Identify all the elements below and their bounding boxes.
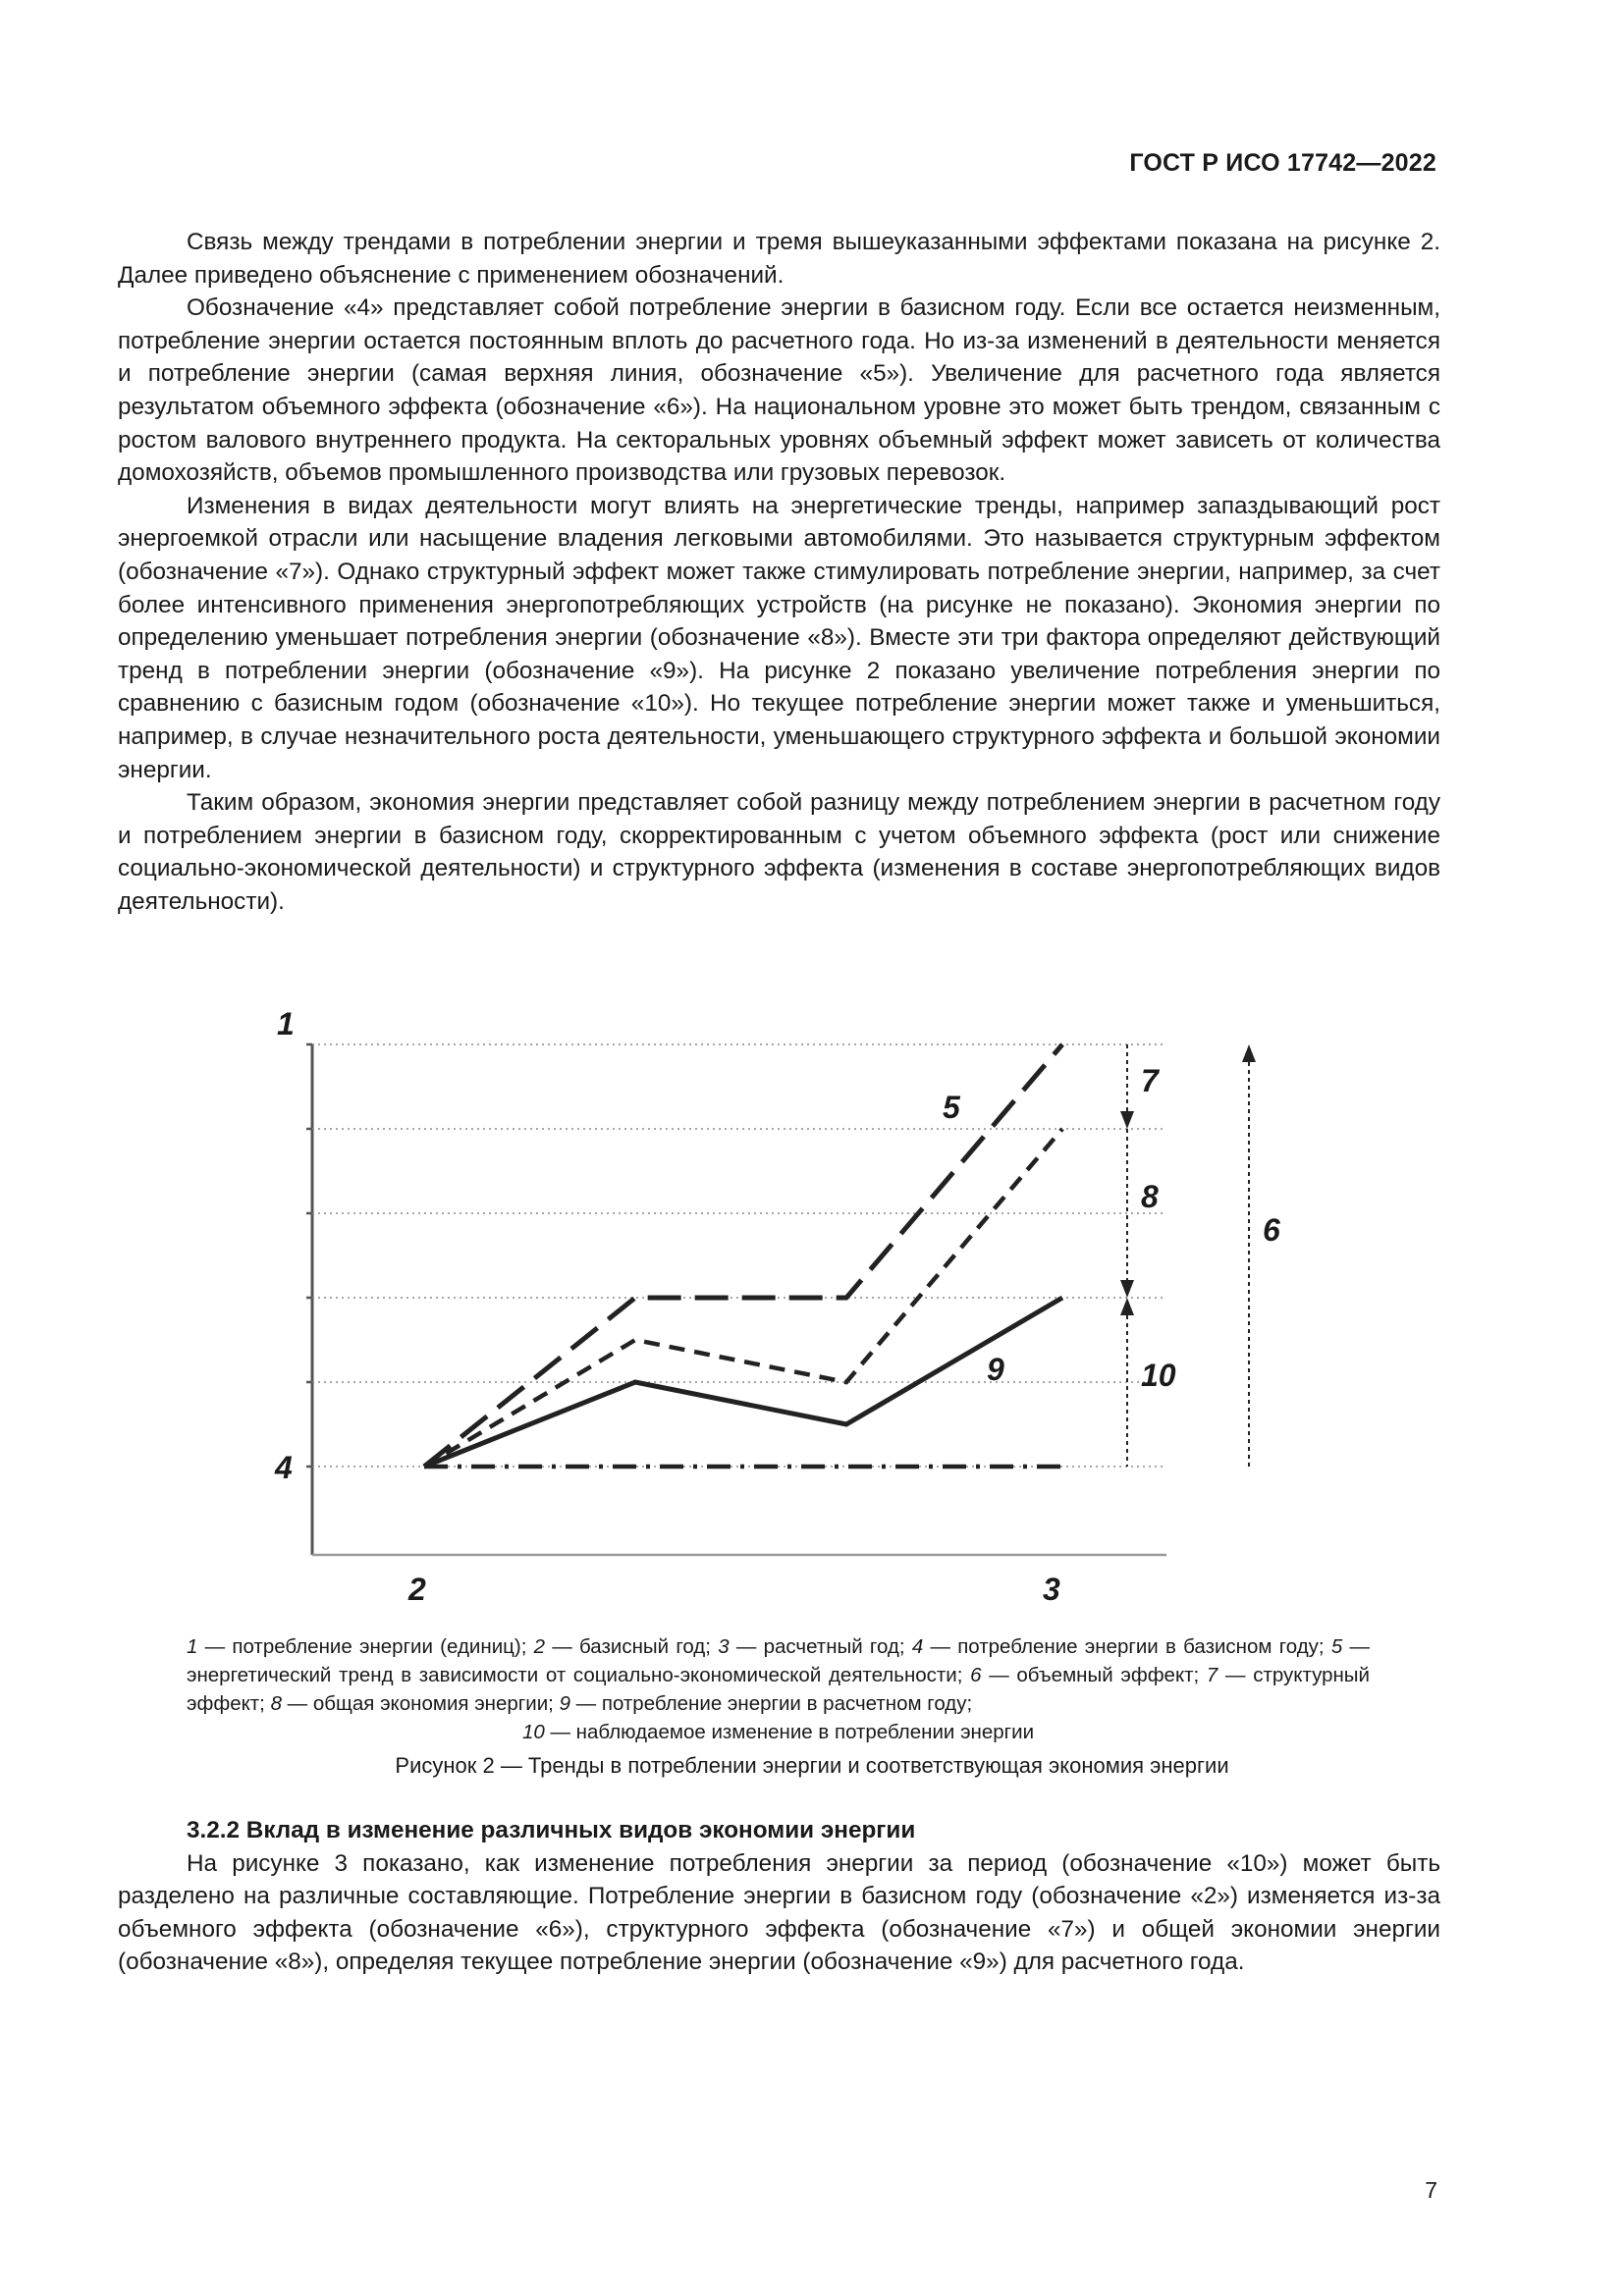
label-3: 3: [1043, 1572, 1060, 1607]
section-heading: 3.2.2 Вклад в изменение различных видов экономии энергии: [187, 1817, 916, 1843]
paragraph-4: Таким образом, экономия энергии представляет собой разницу между потреблением энергии в расчетном году и потреблением энергии в базисном году, скорректированным с учетом объемного эффекта (рост или снижение социально-экономической деятельности) и структурного эффекта (изменения в составе энергопотребляющих видов деятельности).: [118, 789, 1440, 915]
legend-entry: 6 — объемный эффект;: [970, 1664, 1207, 1686]
section-paragraph: На рисунке 3 показано, как изменение потребления энергии за период (обозначение «10») может быть разделено на различные составляющие. Потребление энергии в базисном году (обозначение «2») изменяется из-за объемного эффекта (обозначение «6»), структурного эффекта (обозначение «7») и общей экономии энергии (обозначение «8»), определяя текущее потребление энергии (обозначение «9») для расчетного года.: [118, 1849, 1440, 1976]
legend-body: [187, 1632, 1370, 1718]
label-9: 9: [987, 1352, 1004, 1387]
legend-entry: 9 — потребление энергии в расчетном году;: [559, 1692, 973, 1715]
legend-entry: 4 — потребление энергии в базисном году;: [911, 1635, 1331, 1658]
label-10: 10: [1141, 1358, 1176, 1393]
label-7: 7: [1141, 1063, 1159, 1098]
arrow-10-head: [1120, 1298, 1134, 1315]
arrow-8-head: [1120, 1280, 1134, 1298]
document-code: ГОСТ Р ИСО 17742—2022: [1129, 149, 1436, 177]
label-6: 6: [1263, 1212, 1280, 1248]
body-text: [118, 226, 1440, 918]
energy-trend-diagram: [0, 993, 1624, 1622]
paragraph-3: Изменения в видах деятельности могут влиять на энергетические тренды, например запаздывающий рост энергоемкой отрасли или насыщение владения легковыми автомобилями. Это называется структурным эффектом (обозначение «7»). Однако структурный эффект может также стимулировать потребление энергии, например, за счет более интенсивного применения энергопотребляющих устройств (на рисунке не показано). Экономия энергии по определению уменьшает потребления энергии (обозначение «8»). Вместе эти три фактора определяют действующий тренд в потреблении энергии (обозначение «9»). На рисунке 2 показано увеличение потребления энергии по сравнению с базисным годом (обозначение «10»). Но текущее потребление энергии может также и уменьшиться, например, в случае незначительного роста деятельности, уменьшающего структурного эффекта и большой экономии энергии.: [118, 492, 1440, 783]
legend-entry: 8 — общая экономия энергии;: [270, 1692, 560, 1715]
figure-legend: [187, 1632, 1370, 1746]
effect-arrows: [1120, 1044, 1256, 1467]
legend-entry: 1 — потребление энергии (единиц);: [187, 1635, 534, 1658]
figure-2: [0, 993, 1624, 1622]
paragraph-2: Обозначение «4» представляет собой потребление энергии в базисном году. Если все остается неизменным, потребление энергии остается постоянным вплоть до расчетного года. Но из-за изменений в деятельности меняется и потребление энергии (самая верхняя линия, обозначение «5»). Увеличение для расчетного года является результатом объемного эффекта (обозначение «6»). На национальном уровне это может быть трендом, связанным с ростом валового внутреннего продукта. На секторальных уровнях объемный эффект может зависеть от количества домохозяйств, объемов промышленного производства или грузовых перевозок.: [118, 294, 1440, 487]
label-4: 4: [275, 1450, 293, 1485]
legend-entry: 5 — энергетический тренд в зависимости от социально-экономической деятельности;: [187, 1635, 1370, 1686]
legend-entry: 2 — базисный год;: [533, 1635, 719, 1658]
legend-entry: 7 — структурный эффект;: [187, 1664, 1370, 1715]
arrow-7-head: [1120, 1111, 1134, 1129]
figure-caption: Рисунок 2 — Тренды в потреблении энергии и соответствующая экономия энергии: [395, 1753, 1229, 1778]
arrow-6-head: [1242, 1044, 1256, 1062]
section-3-2-2: [118, 1814, 1440, 1979]
paragraph-1: Связь между трендами в потреблении энергии и тремя вышеуказанными эффектами показана на рисунке 2. Далее приведено объяснение с применением обозначений.: [118, 229, 1440, 289]
label-8: 8: [1141, 1179, 1159, 1214]
label-5: 5: [943, 1090, 960, 1125]
label-2: 2: [408, 1572, 426, 1607]
legend-entry: 3 — расчетный год;: [718, 1635, 912, 1658]
legend-last-entry: 10 — наблюдаемое изменение в потреблении энергии: [521, 1721, 1035, 1743]
page-number: 7: [1425, 2177, 1437, 2203]
label-1: 1: [277, 1006, 295, 1041]
